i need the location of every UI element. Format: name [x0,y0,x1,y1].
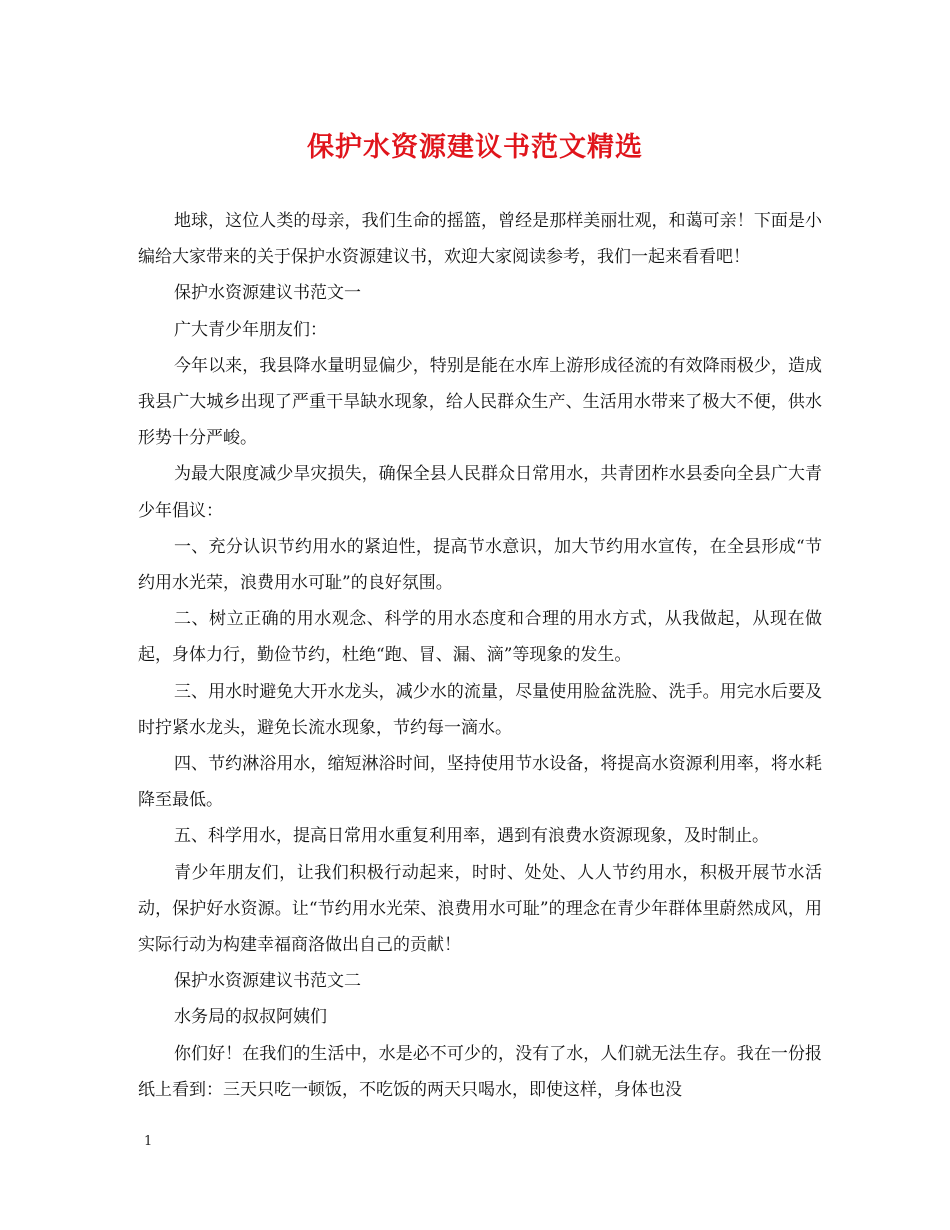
salutation-2: 水务局的叔叔阿姨们 [174,1007,327,1028]
page-number: 1 [144,1134,153,1149]
proposal-item-1: 一、充分认识节约用水的紧迫性，提高节水意识，加大节约用水宣传，在全县形成“节约用水光荣，浪费用水可耻”的良好氛围。 [138,536,822,594]
proposal-item-2: 二、树立正确的用水观念、科学的用水态度和合理的用水方式，从我做起，从现在做起，身体力行，勤俭节约，杜绝“跑、冒、漏、滴”等现象的发生。 [138,609,822,666]
document-body [138,203,822,1108]
document-title: 保护水资源建议书范文精选 [307,132,643,163]
proposal-item-5: 五、科学用水，提高日常用水重复利用率，遇到有浪费水资源现象，及时制止。 [174,826,769,847]
body-paragraph: 今年以来，我县降水量明显偏少，特别是能在水库上游形成径流的有效降雨极少，造成我县广大城乡出现了严重干旱缺水现象，给人民群众生产、生活用水带来了极大不便，供水形势十分严峻。 [138,355,822,449]
section-heading-1: 保护水资源建议书范文一 [174,283,361,304]
body-paragraph: 青少年朋友们，让我们积极行动起来，时时、处处、人人节约用水，积极开展节水活动，保护好水资源。让“节约用水光荣、浪费用水可耻”的理念在青少年群体里蔚然成风，用实际行动为构建幸福商洛做出自己的贡献！ [138,862,822,956]
proposal-item-3: 三、用水时避免大开水龙头，减少水的流量，尽量使用脸盆洗脸、洗手。用完水后要及时拧紧水龙头，避免长流水现象，节约每一滴水。 [138,681,822,738]
section-heading-2: 保护水资源建议书范文二 [174,971,361,992]
salutation-1: 广大青少年朋友们： [174,319,327,340]
proposal-item-4: 四、节约淋浴用水，缩短淋浴时间，坚持使用节水设备，将提高水资源利用率，将水耗降至最低。 [138,754,822,811]
body-paragraph: 为最大限度减少旱灾损失，确保全县人民群众日常用水，共青团柞水县委向全县广大青少年倡议： [138,464,822,521]
intro-paragraph: 地球，这位人类的母亲，我们生命的摇篮，曾经是那样美丽壮观，和蔼可亲！下面是小编给大家带来的关于保护水资源建议书，欢迎大家阅读参考，我们一起来看看吧！ [138,211,822,268]
body-paragraph: 你们好！在我们的生活中，水是必不可少的，没有了水，人们就无法生存。我在一份报纸上看到：三天只吃一顿饭，不吃饭的两天只喝水，即使这样，身体也没 [138,1043,822,1100]
